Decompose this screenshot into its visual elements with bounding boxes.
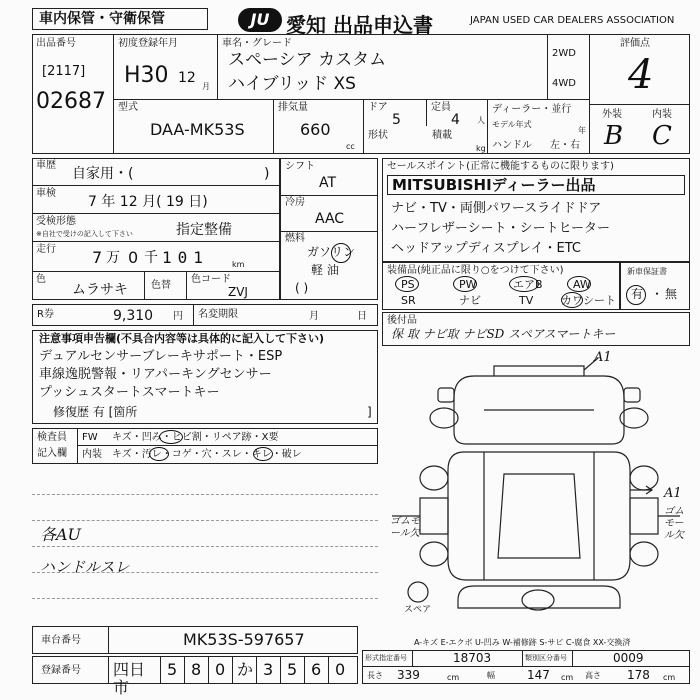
damage-legend: A-キズ E-エクボ U-凹み W-補修跡 S-サビ C-腐食 XX-交換済	[414, 638, 631, 647]
fuel-other: ( )	[295, 281, 309, 295]
fw-mark	[159, 430, 183, 444]
grade-sub	[590, 104, 690, 154]
equip-aw-circle	[567, 276, 591, 292]
inspector-block	[32, 428, 378, 464]
left-side-note: ゴムモール欠	[390, 516, 420, 539]
recycle-value: 9,310	[113, 308, 154, 324]
history-close: )	[264, 166, 270, 182]
displacement-value: 660	[300, 120, 331, 139]
lot-number: 02687	[36, 89, 106, 114]
sales-label: セールスポイント(正常に機能するものに限ります)	[387, 161, 614, 172]
first-reg-cell	[114, 34, 218, 100]
capacity-unit: 人	[477, 116, 485, 125]
fw-text: キズ・凹み・ヒビ割・リペア跡・X要	[112, 432, 279, 443]
sales-line3: ハーフレザーシート・シートヒーター	[391, 221, 611, 236]
recycle-unit: 円	[173, 311, 183, 322]
plate-char-4: か	[233, 657, 257, 683]
reception-note: ※自社で受けの記入して下さい	[36, 230, 133, 238]
ext-grade: B	[604, 121, 624, 151]
notes-line3: プッシュスタートスマートキー	[39, 385, 220, 400]
inspection-label: 車検	[36, 188, 56, 199]
color-row	[32, 272, 280, 300]
mileage-man-unit: 万	[106, 250, 120, 266]
recycle-month: 月	[309, 311, 319, 322]
int-label: 内装	[82, 449, 102, 460]
plate-char-3: 0	[209, 657, 233, 683]
capacity-sub	[426, 100, 488, 126]
height-unit: cm	[663, 673, 676, 682]
mileage-rest: 101	[162, 248, 209, 267]
width-value: 147	[527, 668, 550, 682]
warranty-yes: 有	[631, 287, 644, 301]
fuel-gasoline: ガソリン	[307, 245, 356, 259]
inspection-value: 7 年 12 月( 19 日)	[88, 194, 208, 210]
accessories-value: 保 取 ナビ取 ナビSD スペアスマートキー	[391, 327, 616, 341]
grade-cell	[590, 34, 690, 154]
model-label: 型式	[118, 102, 138, 113]
mileage-label: 走行	[36, 244, 56, 255]
equip-navi: ナビ	[459, 294, 481, 307]
first-reg-year: H30	[124, 63, 169, 88]
warranty-label: 新車保証書	[627, 267, 667, 276]
capacity-value: 4	[451, 112, 460, 128]
recycle-row	[32, 304, 378, 326]
int-label: 内装	[652, 109, 672, 120]
warranty-block	[620, 262, 690, 310]
fuel-circle	[331, 243, 351, 263]
notes-label: 注意事項申告欄(不具合内容等は具体的に記入して下さい)	[39, 332, 325, 345]
displacement-label: 排気量	[278, 102, 308, 113]
class-label: 類別区分番号	[523, 651, 573, 667]
model-value: DAA-MK53S	[150, 120, 245, 139]
equip-tv: TV	[519, 294, 534, 307]
length-value: 339	[397, 668, 420, 682]
equip-sr: SR	[401, 294, 416, 307]
chassis-value: MK53S-597657	[183, 630, 305, 649]
type-value: 18703	[413, 651, 523, 667]
doors-cell	[364, 100, 488, 154]
equip-leather: カワシート	[561, 294, 616, 307]
inspector-label2: 記入欄	[37, 448, 67, 459]
sales-line4: ヘッドアップディスプレイ・ETC	[391, 241, 581, 256]
storage-label: 車内保管・守衛保管	[39, 11, 165, 27]
drive-2wd: 2WD	[552, 48, 576, 59]
model-year-unit: 年	[578, 126, 586, 135]
mileage-zero: 0	[128, 248, 139, 267]
cooling-value: AAC	[315, 211, 345, 227]
displacement-cell	[274, 100, 364, 154]
width-unit: cm	[561, 673, 574, 682]
storage-box	[32, 8, 208, 30]
mileage-man: 7	[92, 248, 103, 267]
equip-ps: PS	[401, 278, 415, 291]
grade-label: 評価点	[620, 38, 650, 49]
equip-pw: PW	[459, 278, 477, 291]
shift-label: シフト	[285, 161, 315, 172]
a1-right-mark: A1	[664, 486, 682, 501]
right-side-note: ゴムモール欠	[664, 506, 684, 541]
shift-value: AT	[319, 175, 337, 191]
fuel-diesel: 軽 油	[311, 263, 339, 277]
notes-block	[32, 330, 378, 424]
handwritten-note2: ハンドルスレ	[40, 558, 130, 576]
color-code-label: 色コード	[186, 272, 231, 300]
sales-line1: MITSUBISHIディーラー出品	[387, 175, 685, 195]
load-label: 積載	[432, 130, 452, 141]
plate-row	[32, 656, 358, 697]
plate-char-5: 3	[257, 657, 281, 683]
plate-char-8: 0	[335, 660, 346, 679]
history-label: 車歴	[36, 160, 56, 171]
plate-char-7: 6	[305, 657, 329, 683]
first-reg-month-unit: 月	[202, 82, 210, 91]
fuel-label: 燃料	[285, 233, 305, 244]
repair-close: ]	[367, 405, 372, 419]
type-label: 形式指定番号	[363, 651, 413, 667]
name-change-label: 名変期限	[193, 305, 238, 325]
notes-line2: 車線逸脱警報・リアパーキングセンサー	[39, 367, 272, 382]
ju-logo: JU	[238, 8, 282, 32]
reception-value: 指定整備	[176, 222, 232, 238]
int-mark-2	[253, 447, 273, 461]
recycle-day: 日	[357, 311, 367, 322]
handle-label: ハンドル	[492, 140, 532, 151]
inspector-label1: 検査員	[37, 432, 67, 443]
warranty-no: 無	[665, 287, 678, 301]
sales-block	[382, 158, 690, 262]
doors-value: 5	[392, 112, 401, 128]
mileage-sen-unit: 千	[144, 250, 158, 266]
grade-score: 4	[628, 52, 654, 98]
color-change-label: 色替	[144, 272, 171, 300]
sales-line2: ナビ・TV・両側パワースライドドア	[391, 201, 602, 216]
handwritten-note1: 各AU	[40, 525, 82, 544]
recycle-label: R券	[37, 309, 54, 320]
dealer-cell	[488, 100, 590, 154]
height-label: 高さ	[585, 671, 601, 680]
shift-block	[280, 158, 378, 300]
class-value: 0009	[573, 651, 689, 667]
history-value: 自家用・(	[72, 166, 134, 182]
mileage-row	[32, 242, 280, 272]
reception-row	[32, 214, 280, 242]
color-value: ムラサキ	[72, 282, 128, 298]
shape-label: 形状	[368, 130, 388, 141]
accessories-label: 後付品	[387, 315, 417, 326]
int-text: キズ・汚レ・コゲ・穴・スレ・キレ・破レ	[112, 449, 302, 460]
chassis-row	[32, 626, 358, 654]
handle-options: 左・右	[550, 140, 580, 151]
first-reg-label: 初度登録年月	[118, 38, 178, 49]
lot-bracket: [2117]	[42, 64, 86, 79]
history-row	[32, 158, 280, 186]
int-mark-1	[149, 447, 169, 461]
model-cell	[114, 100, 274, 154]
cooling-label: 冷房	[285, 197, 305, 208]
plate-char-2: 8	[185, 657, 209, 683]
plate-char-6: 5	[281, 657, 305, 683]
a1-top-mark: A1	[594, 350, 612, 365]
car-name-cell	[218, 34, 548, 100]
plate-region: 四日市	[113, 657, 161, 683]
ext-label: 外装	[602, 109, 622, 120]
mileage-unit: km	[232, 260, 245, 269]
chassis-label: 車台番号	[33, 627, 109, 653]
spare-label: スペア	[404, 605, 432, 615]
length-unit: cm	[447, 673, 460, 682]
fw-row	[77, 429, 377, 446]
plate-label: 登録番号	[33, 657, 109, 683]
dealer-label: ディーラー・並行	[492, 104, 572, 115]
form-subtitle: JAPAN USED CAR DEALERS ASSOCIATION	[470, 15, 675, 26]
int-grade: C	[652, 121, 672, 151]
repair-history: 修復歴 有 [箇所	[53, 405, 138, 419]
dims-block	[362, 650, 690, 684]
equip-leather-circle	[561, 292, 583, 308]
int-row	[77, 446, 377, 463]
model-year-label: モデル年式	[492, 120, 532, 129]
form-title: 愛知 出品申込書	[286, 13, 433, 37]
equip-pw-circle	[453, 276, 477, 292]
warranty-circle	[626, 285, 646, 305]
drive-cell	[548, 34, 590, 100]
warranty-sep: ・	[651, 287, 664, 301]
height-value: 178	[627, 668, 650, 682]
equipment-block	[382, 262, 620, 310]
car-name-line1: スペーシア カスタム	[228, 50, 387, 70]
car-name-label: 車名・グレード	[222, 38, 292, 49]
capacity-label: 定員	[431, 102, 451, 113]
equipment-label: 装備品(純正品に限り○をつけて下さい)	[387, 265, 564, 276]
equip-airbag: エアB	[513, 278, 543, 291]
color-code-value: ZVJ	[228, 285, 248, 299]
displacement-unit: cc	[346, 142, 355, 151]
inspection-row	[32, 186, 280, 214]
first-reg-month: 12	[178, 70, 196, 86]
notes-line1: デュアルセンサーブレーキサポート・ESP	[39, 349, 283, 364]
length-label: 長さ	[367, 671, 383, 680]
load-unit: kg	[476, 144, 486, 153]
equip-airbag-circle	[509, 276, 539, 292]
lot-cell	[32, 34, 114, 154]
car-name-line2: ハイブリッド XS	[228, 74, 356, 94]
fw-label: FW	[82, 432, 98, 443]
width-label: 幅	[487, 671, 495, 680]
color-label: 色	[36, 274, 46, 285]
equip-aw: AW	[573, 278, 591, 291]
lot-label: 出品番号	[36, 38, 76, 49]
doors-label: ドア	[368, 102, 388, 113]
accessories-block	[382, 312, 690, 346]
reception-label: 受検形態	[36, 216, 76, 227]
car-diagram	[384, 348, 690, 622]
equip-ps-circle	[395, 276, 419, 292]
drive-4wd: 4WD	[552, 78, 576, 89]
plate-char-1: 5	[161, 657, 185, 683]
